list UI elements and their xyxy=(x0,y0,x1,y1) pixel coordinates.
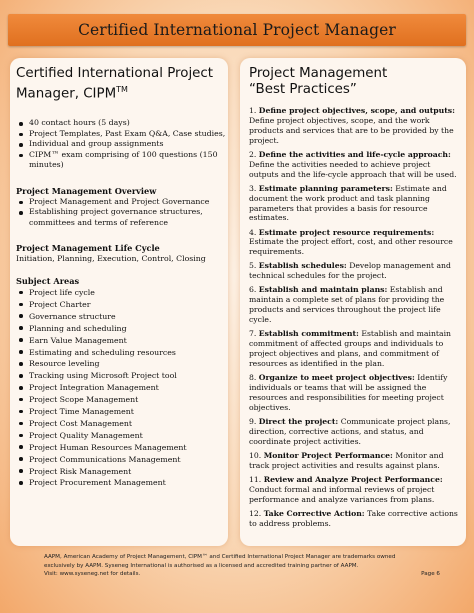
title-banner xyxy=(8,14,466,46)
trademark-mark: TM xyxy=(116,85,128,94)
footer xyxy=(44,553,444,579)
footer-visit-link[interactable]: Visit: www.syseneg.net for details. xyxy=(44,571,141,578)
footer-line3 xyxy=(44,570,444,579)
left-heading-line1: Certified International Project xyxy=(16,66,214,81)
practice-number: 8. xyxy=(249,373,257,383)
list-item: Project Human Resources Management xyxy=(16,442,226,454)
practice-text: Estimate and document the work product and task planning parameters that provides a basis for resource estimates. xyxy=(249,183,447,223)
practice-number: 2. xyxy=(249,149,257,159)
list-item: Project life cycle xyxy=(16,287,226,299)
practice-number: 6. xyxy=(249,285,257,295)
list-item: Planning and scheduling xyxy=(16,323,226,335)
list-item: Establishing project governance structures, committees and terms of reference xyxy=(16,207,226,228)
list-item: Resource leveling xyxy=(16,358,226,370)
practice-number: 10. xyxy=(249,450,262,460)
practice-text: Define the activities needed to achieve project outputs and the life-cycle approach that will be used. xyxy=(249,159,457,179)
list-item: Estimating and scheduling resources xyxy=(16,347,226,359)
practice-item xyxy=(249,451,461,471)
practice-text: Communicate project plans, direction, corrective actions, and status, and coordinate project activities. xyxy=(249,416,451,446)
course-details-list xyxy=(16,118,226,171)
left-heading-line2-text: Manager, CIPM xyxy=(16,86,117,102)
practice-title: Define the activities and life-cycle approach: xyxy=(258,149,451,159)
lifecycle-text: Initiation, Planning, Execution, Control, Closing xyxy=(16,254,206,264)
practice-title: Take Corrective Action: xyxy=(263,508,365,518)
practice-text: Identify individuals or teams that will be assigned the resources and responsibilities for meeting project objectives. xyxy=(249,373,448,412)
practice-item xyxy=(249,150,461,180)
overview-list xyxy=(16,197,226,229)
practice-title: Monitor Project Performance: xyxy=(263,450,393,460)
subject-areas-heading: Subject Areas xyxy=(16,275,80,286)
list-item: Governance structure xyxy=(16,311,226,323)
page-title: Certified International Project Manager xyxy=(78,21,396,39)
practice-number: 12. xyxy=(249,508,262,518)
subject-areas-list xyxy=(16,287,226,489)
page-number: Page 6 xyxy=(421,571,440,578)
list-item: Earn Value Management xyxy=(16,335,226,347)
practice-title: Estimate project resource requirements: xyxy=(258,227,435,237)
practice-item xyxy=(249,509,461,529)
list-item: Project Management and Project Governance xyxy=(16,197,226,208)
list-item: Project Integration Management xyxy=(16,382,226,394)
practice-number: 7. xyxy=(249,329,257,339)
best-practices-list xyxy=(249,106,461,529)
list-item: Project Risk Management xyxy=(16,466,226,478)
practice-number: 4. xyxy=(249,227,257,237)
practice-item xyxy=(249,475,461,505)
practice-number: 5. xyxy=(249,261,257,271)
left-panel xyxy=(10,58,228,546)
list-item: Project Templates, Past Exam Q&A, Case studies, xyxy=(16,129,226,140)
left-heading-line2 xyxy=(16,82,226,102)
practice-text: Monitor and track project activities and results against plans. xyxy=(249,450,444,470)
right-heading xyxy=(249,66,461,98)
practice-text: Define project objectives, scope, and the work products and services that are to be provided by the project. xyxy=(249,115,454,145)
overview-heading: Project Management Overview xyxy=(16,185,157,196)
practice-title: Review and Analyze Project Performance: xyxy=(263,474,443,484)
practice-text: Estimate the project effort, cost, and other resource requirements. xyxy=(249,237,453,257)
list-item: CIPM™ exam comprising of 100 questions (150 minutes) xyxy=(16,150,226,171)
practice-title: Organize to meet project objectives: xyxy=(258,373,415,383)
practice-item xyxy=(249,329,461,369)
right-heading-line1: Project Management xyxy=(249,66,388,81)
practice-text: Establish and maintain a complete set of plans for providing the products and services throughout the project life cycle. xyxy=(249,285,445,325)
practice-number: 1. xyxy=(249,106,257,115)
practice-number: 9. xyxy=(249,416,257,426)
practice-title: Direct the project: xyxy=(258,416,339,426)
right-panel-content xyxy=(249,66,461,533)
practice-text: Establish and maintain commitment of affected groups and individuals to project objectives and plans, and commitment of resources as identified in the plan. xyxy=(249,329,452,368)
lifecycle-heading: Project Management Life Cycle xyxy=(16,243,160,254)
right-panel xyxy=(240,58,466,546)
practice-title: Estimate planning parameters: xyxy=(258,183,393,193)
list-item: Project Cost Management xyxy=(16,418,226,430)
list-item: Project Communications Management xyxy=(16,454,226,466)
practice-item xyxy=(249,373,461,413)
practice-title: Establish schedules: xyxy=(258,261,347,271)
practice-number: 11. xyxy=(249,474,262,484)
list-item: Tracking using Microsoft Project tool xyxy=(16,370,226,382)
list-item: Project Scope Management xyxy=(16,394,226,406)
practice-text: Take corrective actions to address problems. xyxy=(249,508,458,528)
practice-item xyxy=(249,228,461,258)
practice-title: Establish commitment: xyxy=(258,329,359,339)
practice-title: Define project objectives, scope, and outputs: xyxy=(258,106,455,115)
list-item: Project Procurement Management xyxy=(16,477,226,489)
practice-item xyxy=(249,184,461,224)
list-item: 40 contact hours (5 days) xyxy=(16,118,226,129)
practice-number: 3. xyxy=(249,183,257,193)
practice-item xyxy=(249,106,461,146)
left-heading xyxy=(16,66,226,102)
practice-text: Develop management and technical schedules for the project. xyxy=(249,261,451,281)
practice-title: Establish and maintain plans: xyxy=(258,285,388,295)
right-heading-line2: “Best Practices” xyxy=(249,82,357,97)
footer-line2: exclusively by AAPM. Syseneg International is authorised as a licensed and accredited training partner of AAPM. xyxy=(44,562,359,569)
list-item: Project Time Management xyxy=(16,406,226,418)
practice-item xyxy=(249,417,461,447)
practice-text: Conduct formal and informal reviews of project performance and analyze variances from plans. xyxy=(249,484,435,504)
practice-item xyxy=(249,261,461,281)
list-item: Project Quality Management xyxy=(16,430,226,442)
list-item: Individual and group assignments xyxy=(16,139,226,150)
practice-item xyxy=(249,285,461,325)
footer-line1: AAPM, American Academy of Project Management, CIPM™ and Certified International Project Manager are trademarks owned xyxy=(44,554,396,560)
list-item: Project Charter xyxy=(16,299,226,311)
left-panel-content xyxy=(16,66,226,489)
